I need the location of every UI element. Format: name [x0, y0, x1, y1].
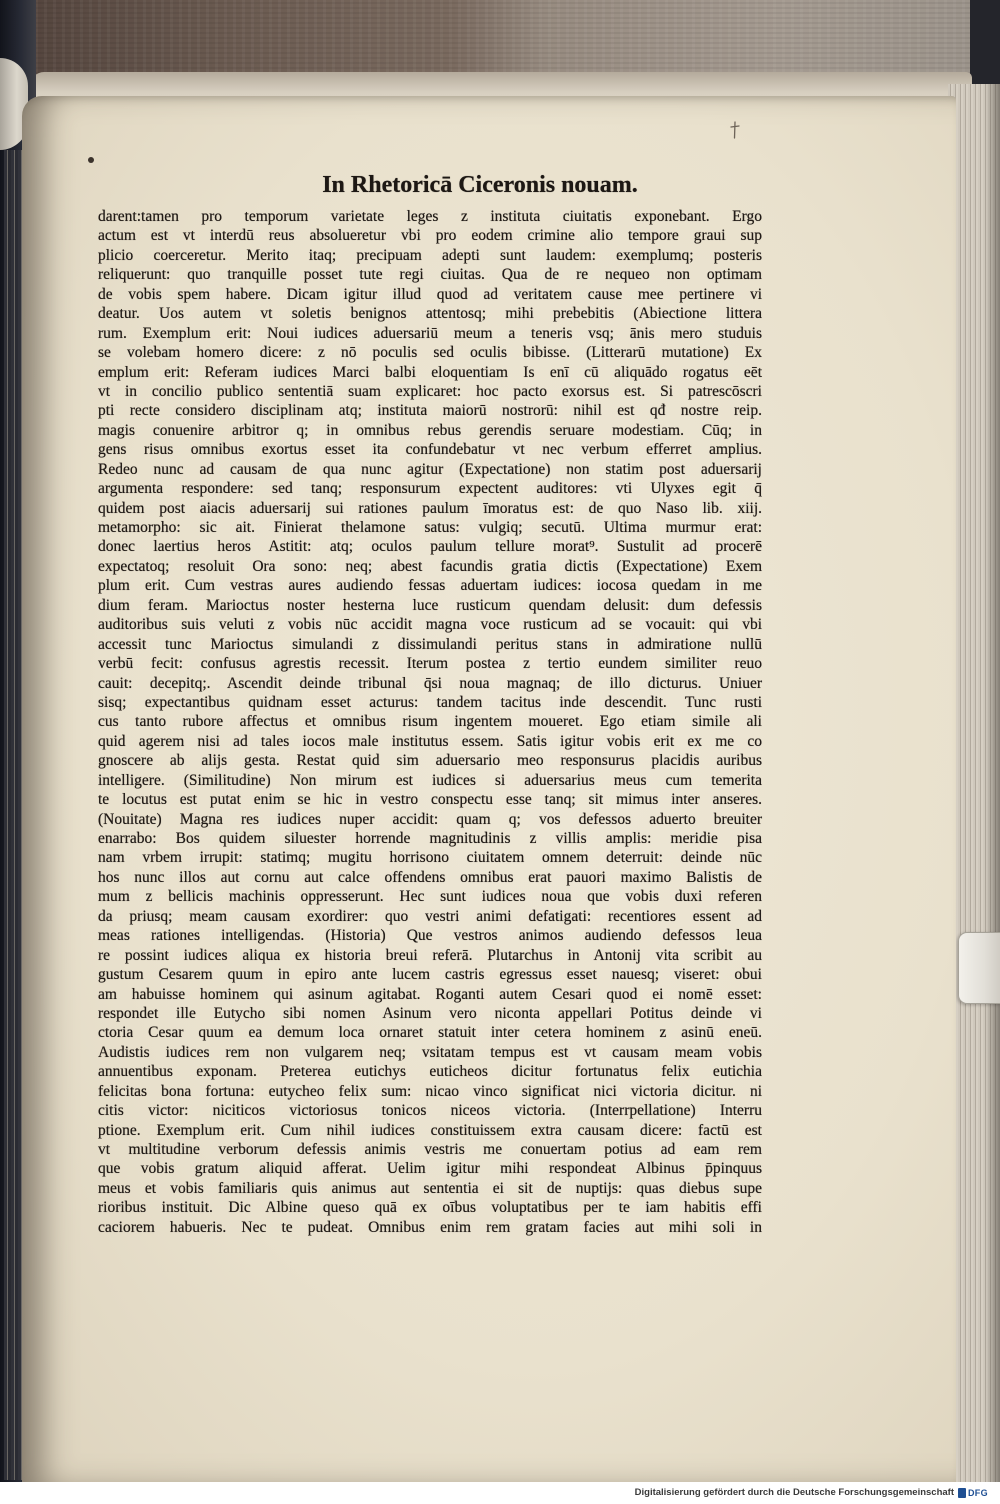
- text-line: plicio coerceretur. Merito itaq; precipuam adepti sunt laudem: exemplumq; posteris: [98, 246, 762, 264]
- text-line: quidem post aiacis aduersarij sui rationes paulum īmoratus est: de quo Naso lib. xiij.: [98, 499, 762, 517]
- text-line: auditoribus suis veluti z vobis nūc accidit magna voce rusticum ad se vocauit: qui vbi: [98, 616, 762, 634]
- text-line: plum erit. Cum vestras aures audiendo fessas aduertam iudices: iocosa quedam in me: [98, 577, 762, 595]
- text-line: expectatoq; resoluit Ora sono: neq; abest facundis gratia dictis (Expectatione) Exem: [98, 557, 762, 575]
- text-line: que vobis gratum aliquid afferat. Uelim igitur mihi respondeat Albinus p̄pinquus: [98, 1160, 762, 1178]
- text-line: accessit tunc Marioctus simulandi z dissimulandi peritus stans in admiratione nullū: [98, 635, 762, 653]
- dfg-logo: [958, 1486, 994, 1500]
- text-line: magis conuenire arbitror q; in omnibus rebus gerendis seruare modestiam. Cūq; in: [98, 421, 762, 439]
- pencil-mark-icon: [728, 120, 742, 140]
- text-line: pti recte considero disciplinam atq; instituta maiorū nostrorū: nihil est qđ nostre reip.: [98, 402, 762, 420]
- text-line: (Nouitate) Magna res iudices nuper accidit: quam q; vos defessos aduerto breuiter: [98, 810, 762, 828]
- text-line: nam vrbem irrupit: statimq; mugitu horrisono ciuitatem omnem deterruit: deinde nūc: [98, 849, 762, 867]
- text-line: rioribus instituit. Dic Albine queso quā ex oībus voluptatibus per te iam habitis effi: [98, 1199, 762, 1217]
- text-line: quid agerem nisi ad tales iocos male institutus essem. Satis igitur vobis erit ex me co: [98, 732, 762, 750]
- text-line: se volebam homero dicere: z nō poculis sed oculis bibisse. (Litterarū mutatione) Ex: [98, 344, 762, 362]
- text-line: gustum Cesarem quum in epiro ante lucem castris egressus esset nauesq; viseret: obui: [98, 966, 762, 984]
- text-line: cauit: decepitq;. Ascendit deinde tribunal q̄si noua magnaq; de illo dicturus. Uniuer: [98, 674, 762, 692]
- text-line: re possint iudices aliqua ex historia breui referā. Plutarchus in Antonij vita scribit au: [98, 946, 762, 964]
- running-head: In Rhetoricā Ciceronis nouam.: [322, 172, 638, 198]
- text-line: ptione. Exemplum erit. Cum nihil iudices constituissem extra causam dicere: factū est: [98, 1121, 762, 1139]
- text-line: annuentibus exponam. Preterea eutichys euticheos dicitur fortunatus felix eutichia: [98, 1063, 762, 1081]
- text-line: mum z bellicis machinis oppresserunt. Hec sunt iudices noua que vobis duxi referen: [98, 888, 762, 906]
- text-line: cus tanto rubore affectus et omnibus risum ingentem moueret. Ego etiam simile ali: [98, 713, 762, 731]
- text-line: deatur. Uos autem vt soletis benignos attentosq; mihi prebebitis (Abiectione littera: [98, 305, 762, 323]
- text-line: metamorpho: sic ait. Finierat thelamone satus: vulgiq; secutū. Ultima murmur erat:: [98, 519, 762, 536]
- text-line: actum est vt interdū reus absolueretur vbi pro eodem crimine alio tempore graui sup: [98, 227, 762, 245]
- text-line: enarrabo: Bos quidem siluester horrende magnitudinis z villis amplis: meridie pisa: [98, 830, 762, 847]
- funding-credit: Digitalisierung gefördert durch die Deutsche Forschungsgemeinschaft: [634, 1487, 954, 1498]
- text-line: darent:tamen pro temporum varietate leges z instituta ciuitatis exponebant. Ergo: [98, 208, 762, 225]
- text-line: citis victor: niciticos victoriosus tonicos niceos victoria. (Interrpellatione) Interru: [98, 1102, 762, 1120]
- text-line: de vobis spem habere. Dicam igitur illud quod ad veritatem cause mee pertinere vi: [98, 285, 762, 303]
- text-line: sisq; expectantibus quidnam esset acturus: tandem tacitus inde descendit. Tunc rusti: [98, 693, 762, 711]
- text-line: gens risus omnibus exortus esset ita confundebatur vt nec verbum efferret amplius.: [98, 441, 762, 459]
- page-tab: [958, 932, 1000, 1004]
- text-line: vt in concilio publico sententiā suam explicaret: hoc pacto exorsus est. Si patrescōscri: [98, 382, 762, 400]
- text-line: am habuisse hominem qui asinum agitabat. Roganti autem Cesari quod ei nomē esset:: [98, 985, 762, 1003]
- text-line: meus et vobis familiaris quis animus aut sententia ei sit de nuptijs: quas diebus supe: [98, 1179, 762, 1197]
- text-line: vt multitudine verborum defessis animis vestris me conuertam potius ad eam rem: [98, 1141, 762, 1158]
- text-line: hos nunc illos aut cornu aut calce offendens omnibus erat pauori maximo Balistis de: [98, 868, 762, 886]
- text-line: caciorem habueris. Nec te pudeat. Omnibus enim rem gratam facies aut mihi soli in: [98, 1218, 762, 1236]
- text-line: argumenta respondere: sed tanq; responsurum expectent auditores: vti Ulyxes egit q̄: [98, 480, 762, 498]
- text-line: donec laertius heros Astitit: atq; oculos paulum tellure morat⁹. Sustulit ad procerē: [98, 538, 762, 556]
- ink-dot: [88, 157, 94, 163]
- text-line: emplum erit: Referam iudices Marci balbi eloquentiam Is enī cū aliquādo rogatus eēt: [98, 363, 762, 381]
- dfg-logo-text: DFG: [968, 1488, 988, 1498]
- text-line: gnoscere ab alijs gesta. Restat quid sim aduersario meo responsurus placidis auribus: [98, 752, 762, 770]
- text-line: dium feram. Marioctus noster hesterna luce rusticum quendam delusit: dum defessis: [98, 596, 762, 614]
- text-line: reliquerunt: quo tranquille posset tute regi ciuitas. Qua de re nequeo non optimam: [98, 266, 762, 284]
- digitization-footer: [0, 1482, 1000, 1504]
- dfg-logo-icon: [958, 1488, 966, 1498]
- text-line: meas rationes intelligendas. (Historia) Que vestros animos audiendo defessos leua: [98, 927, 762, 945]
- text-line: Redeo nunc ad causam de qua nunc agitur (Expectatione) non statim post aduersarij: [98, 460, 762, 478]
- text-line: verbū fecit: confusus agrestis recessit. Iterum postea z tertio eundem similiter reuo: [98, 655, 762, 673]
- text-line: respondet ille Eutycho sibi nomen Asinum vero niconta appellari Potitus deinde vi: [98, 1004, 762, 1022]
- text-line: felicitas bona fortuna: eutycheo felix sum: nicao vinco significat nici victoria dicitur. ni: [98, 1082, 762, 1100]
- body-text: [98, 207, 762, 1237]
- text-line: intelligere. (Similitudine) Non mirum est iudices si aduersarius meus cum temerita: [98, 771, 762, 789]
- text-line: te locutus est putat enim se hic in vestro conspectu esse tanq; sit mimus inter anseres.: [98, 791, 762, 809]
- text-line: Audistis iudices rem non vulgarem neq; vsitatam tempus est vt causam meam vobis: [98, 1043, 762, 1061]
- text-line: rum. Exemplum erit: Noui iudices aduersariū meum a teneris vsq; ānis mero studuis: [98, 324, 762, 342]
- text-line: da priusq; meam causam exordirer: quo vestri animi defatigati: recentiores essent ad: [98, 907, 762, 925]
- text-line: ctoria Cesar quum ea demum loca ornaret statuit inter cetera hominem z asinū eneū.: [98, 1024, 762, 1042]
